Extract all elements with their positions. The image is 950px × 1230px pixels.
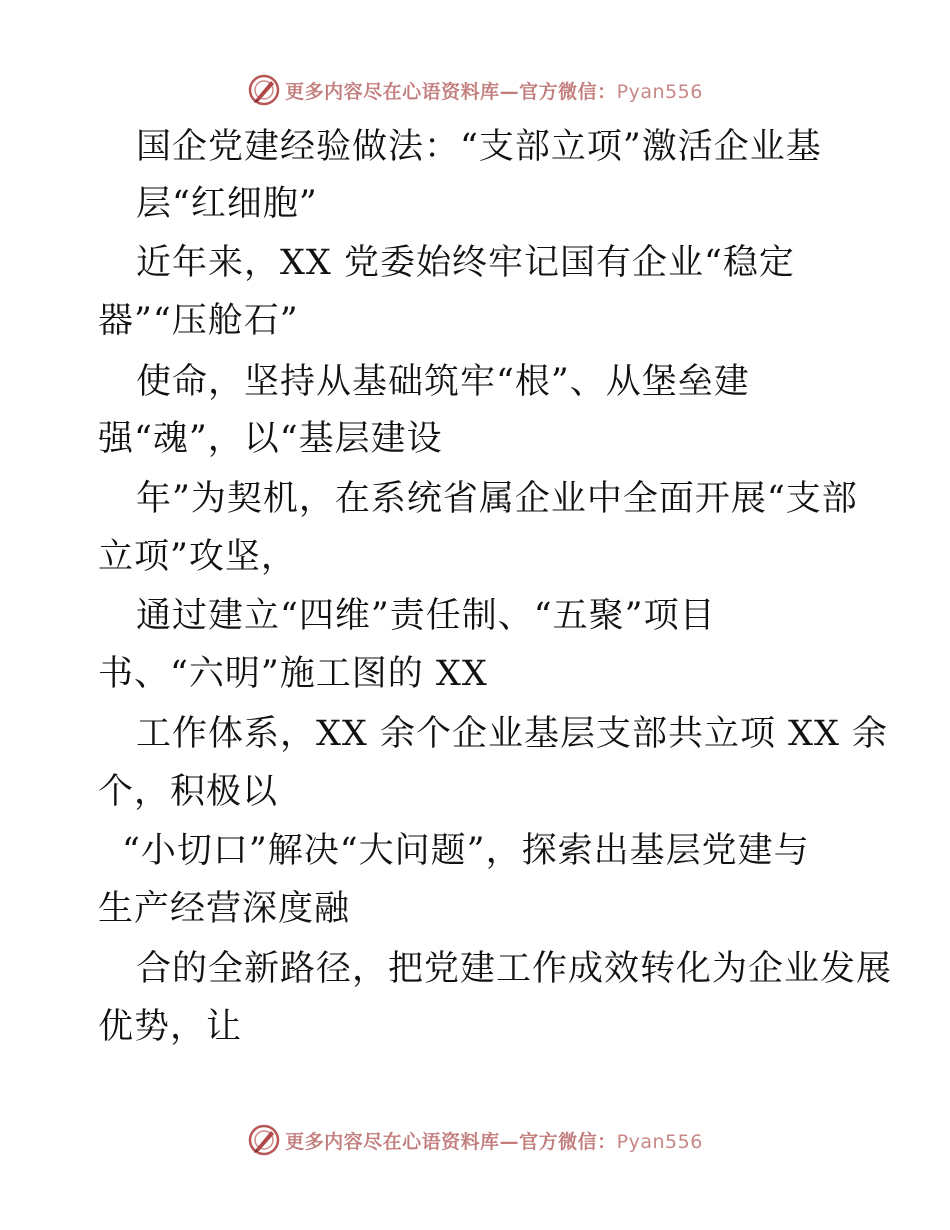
header-watermark — [0, 73, 950, 107]
paragraph-line: 使命，坚持从基础筑牢“根”、从堡垒建 — [136, 362, 750, 402]
watermark-wechat-id: Pyan556 — [616, 1130, 703, 1153]
paragraph-line: 年”为契机，在系统省属企业中全面开展“支部 — [136, 479, 858, 519]
paragraph-line: 生产经营深度融 — [98, 889, 351, 929]
paragraph-line: 书、“六明”施工图的 XX — [98, 654, 488, 694]
paragraph-line: 近年来，XX 党委始终牢记国有企业“稳定 — [136, 243, 795, 283]
pen-logo-icon — [247, 73, 281, 107]
watermark-text: 更多内容尽在心语资料库—官方微信：Pyan556 — [285, 80, 703, 103]
title-line-2: 层“红细胞” — [136, 184, 318, 224]
pen-logo-icon — [247, 1123, 281, 1157]
paragraph-line: 通过建立“四维”责任制、“五聚”项目 — [136, 596, 716, 636]
title-line-1: 国企党建经验做法：“支部立项”激活企业基 — [136, 127, 822, 167]
paragraph-line: 个，积极以 — [98, 772, 279, 812]
paragraph-line: 立项”攻坚， — [98, 537, 297, 577]
paragraph-line: 优势，让 — [98, 1007, 243, 1047]
paragraph-line: 器”“压舱石” — [98, 301, 299, 341]
footer-watermark — [0, 1123, 950, 1157]
paragraph-line: “小切口”解决“大问题”，探索出基层党建与 — [122, 831, 810, 871]
watermark-text: 更多内容尽在心语资料库—官方微信：Pyan556 — [285, 1130, 703, 1153]
watermark-wechat-id: Pyan556 — [616, 80, 703, 103]
paragraph-line: 强“魂”，以“基层建设 — [98, 419, 443, 459]
paragraph-line: 工作体系，XX 余个企业基层支部共立项 XX 余 — [136, 714, 889, 754]
paragraph-line: 合的全新路径，把党建工作成效转化为企业发展 — [136, 949, 893, 989]
